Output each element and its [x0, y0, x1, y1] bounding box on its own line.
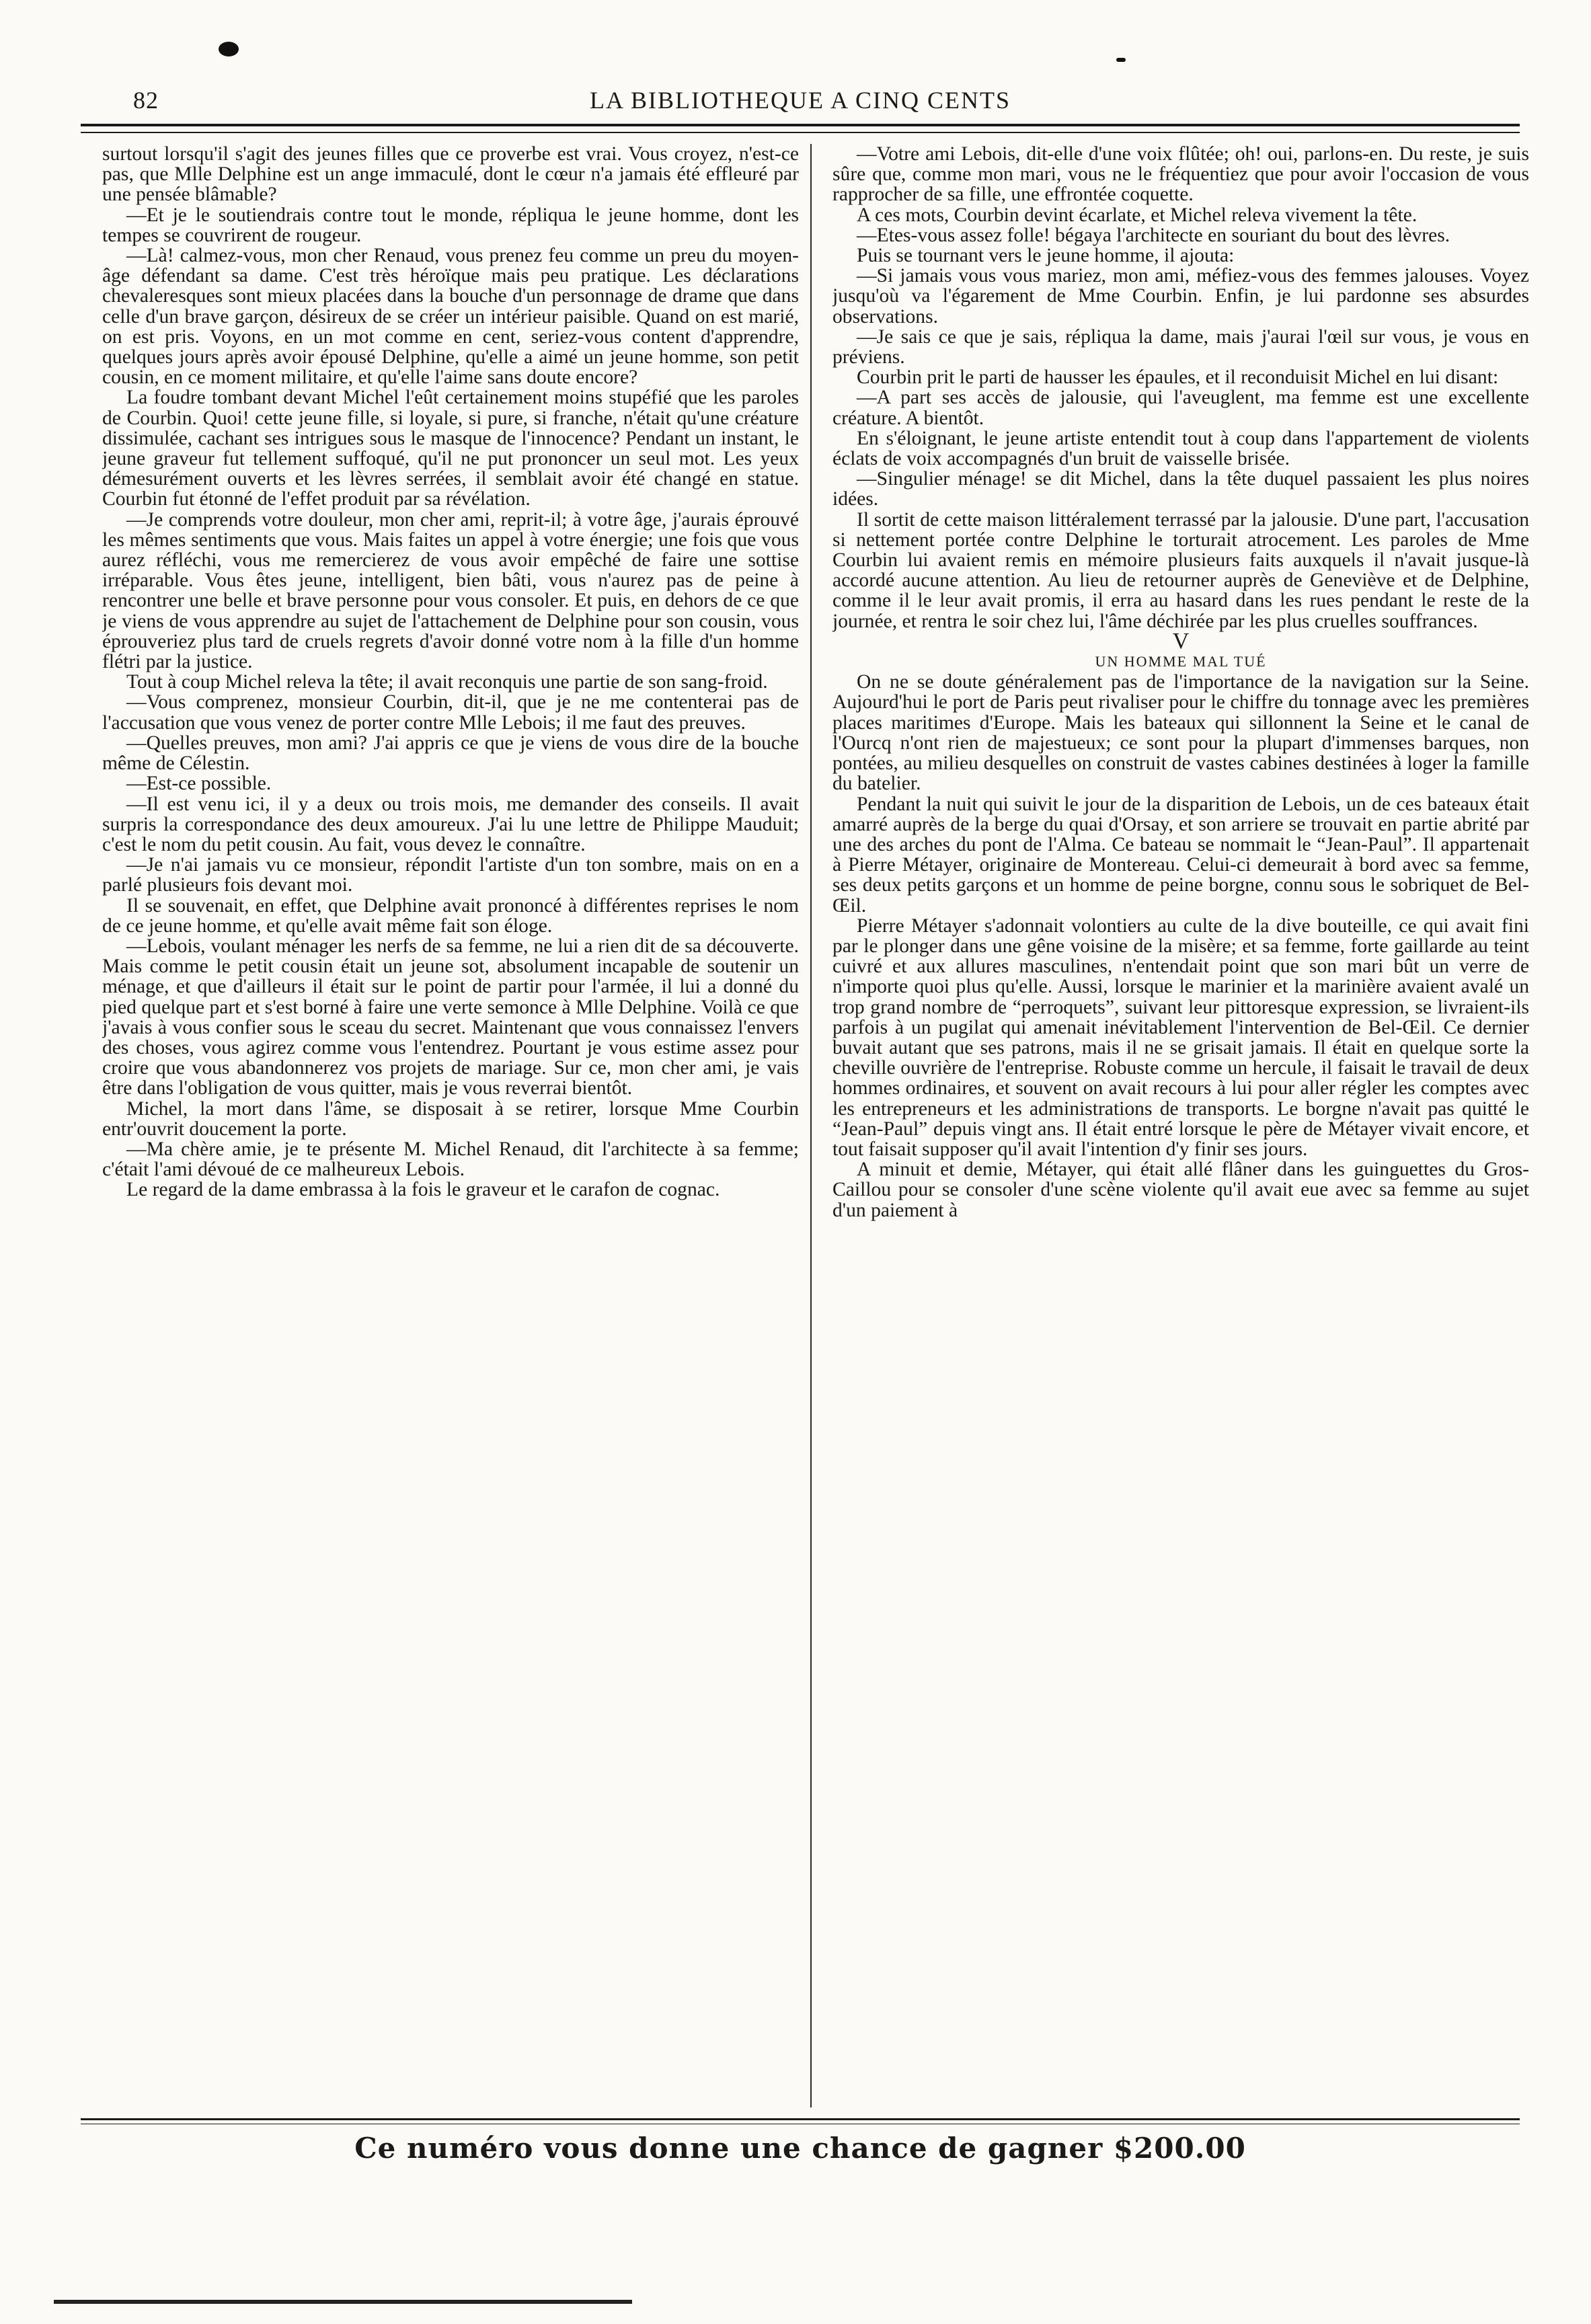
- paragraph: —Il est venu ici, il y a deux ou trois mois, me demander des conseils. Il avait surpris la correspondance des deux amoureux. J'ai lu une lettre de Philippe Mauduit; c'est le nom du petit cousin. Au fait, vous devez le connaître.: [102, 793, 799, 855]
- paragraph: —Et je le soutiendrais contre tout le monde, répliqua le jeune homme, dont les tempes se couvrirent de rougeur.: [102, 204, 799, 246]
- header-rule: [81, 124, 1520, 126]
- paragraph: Le regard de la dame embrassa à la fois le graveur et le carafon de cognac.: [126, 1179, 720, 1201]
- ink-blot: [219, 42, 239, 56]
- paragraph: —Là! calmez-vous, mon cher Renaud, vous prenez feu comme un preu du moyen-âge défendant sa dame. C'est très héroïque mais peu pratique. Les déclarations chevaleresques sont mieux placées dans la bouche d'un personnage de drame que dans celle d'un brave garçon, désireux de se créer un intérieur paisible. Quand on est marié, on est pris. Voyons, en un mot comme en cent, seriez-vous content d'apprendre, quelques jours après avoir épousé Delphine, qu'elle a aimé un jeune homme, son petit cousin, en ce moment militaire, et qu'elle l'aime sans doute encore?: [102, 245, 799, 389]
- ink-speck: [1116, 58, 1126, 62]
- header-rule-thin: [81, 132, 1520, 133]
- column-divider: [810, 144, 812, 2107]
- paragraph: Il se souvenait, en effet, que Delphine avait prononcé à différentes reprises le nom de ce jeune homme, et qu'elle avait même fait son éloge.: [102, 894, 799, 937]
- paragraph: —Ma chère amie, je te présente M. Michel Renaud, dit l'architecte à sa femme; c'était l'ami dévoué de ce malheureux Lebois.: [102, 1138, 799, 1181]
- paragraph: Tout à coup Michel releva la tête; il avait reconquis une partie de son sang-froid.: [126, 671, 768, 693]
- paragraph: —Quelles preuves, mon ami? J'ai appris ce que je viens de vous dire de la bouche même de Célestin.: [102, 732, 799, 775]
- paragraph: Pierre Métayer s'adonnait volontiers au culte de la dive bouteille, ce qui avait fini par le plonger dans une gêne voisine de la misère; et sa femme, forte gaillarde au teint cuivré et aux allures masculines, n'entendait point que son mari bût un verre de n'importe quoi plus qu'elle. Aussi, lorsque le marinier et la marinière avaient avalé un trop grand nombre de “perroquets”, suivant leur pittoresque expression, se livraient-ils parfois à un pugilat qui amenait inévitablement l'intervention de Bel-Œil. Ce dernier buvait autant que ses patrons, mais il ne se grisait jamais. Il était en quelque sorte la cheville ouvrière de l'entreprise. Robuste comme un hercule, il faisait le travail de deux hommes ordinaires, et souvent on avait recours à lui pour aller régler les comptes avec les entrepreneurs et les administrations de transports. Le borgne n'avait pas quitté le “Jean-Paul” depuis vingt ans. Il était entré lorsque le père de Métayer vivait encore, et tout faisait supposer qu'il avait l'intention d'y finir ses jours.: [832, 915, 1529, 1160]
- right-column: [832, 144, 1529, 2107]
- paragraph: —Si jamais vous vous mariez, mon ami, méfiez-vous des femmes jalouses. Voyez jusqu'où va l'égarement de Mme Courbin. Enfin, je lui pardonne ses absurdes observations.: [832, 265, 1529, 327]
- paragraph: Courbin prit le parti de hausser les épaules, et il reconduisit Michel en lui disant:: [857, 366, 1499, 389]
- paragraph: La foudre tombant devant Michel l'eût certainement moins stupéfié que les paroles de Courbin. Quoi! cette jeune fille, si loyale, si pure, si franche, n'était qu'une créature dissimulée, cachant ses intrigues sous le masque de l'innocence? Pendant un instant, le jeune graveur fut tellement suffoqué, qu'il ne put prononcer un seul mot. Les yeux démesurément ouverts et les lèvres serrées, il semblait avoir été changé en statue. Courbin fut étonné de l'effet produit par sa révélation.: [102, 387, 799, 510]
- paragraph: —Est-ce possible.: [126, 773, 272, 795]
- footer-banner: Ce numéro vous donne une chance de gagner $200.00: [354, 2132, 1246, 2165]
- chapter-number: V: [1172, 628, 1190, 654]
- paragraph: —Etes-vous assez folle! bégaya l'architecte en souriant du bout des lèvres.: [857, 224, 1450, 246]
- page-number: 82: [133, 87, 159, 114]
- paragraph: Puis se tournant vers le jeune homme, il ajouta:: [857, 245, 1235, 267]
- paragraph: En s'éloignant, le jeune artiste entendit tout à coup dans l'appartement de violents éclats de voix accompagnés d'un bruit de vaisselle brisée.: [832, 427, 1529, 470]
- paragraph: A ces mots, Courbin devint écarlate, et Michel releva vivement la tête.: [857, 204, 1418, 226]
- paragraph: —Vous comprenez, monsieur Courbin, dit-il, que je ne me contenterai pas de l'accusation que vous venez de porter contre Mlle Lebois; il me faut des preuves.: [102, 691, 799, 734]
- paragraph: Pendant la nuit qui suivit le jour de la disparition de Lebois, un de ces bateaux était amarré auprès de la berge du quai d'Orsay, et son arriere se trouvait en partie abrité par une des arches du pont de l'Alma. Ce bateau se nommait le “Jean-Paul”. Il appartenait à Pierre Métayer, originaire de Montereau. Celui-ci demeurait à bord avec sa femme, ses deux petits garçons et un homme de peine borgne, connu sous le sobriquet de Bel-Œil.: [832, 793, 1529, 917]
- paragraph: A minuit et demie, Métayer, qui était allé flâner dans les guinguettes du Gros-Caillou pour se consoler d'une scène violente qu'il avait eue avec sa femme au sujet d'un paiement à: [832, 1159, 1529, 1221]
- paragraph: Michel, la mort dans l'âme, se disposait à se retirer, lorsque Mme Courbin entr'ouvrit doucement la porte.: [102, 1097, 799, 1140]
- paragraph: —Je sais ce que je sais, répliqua la dame, mais j'aurai l'œil sur vous, je vous en préviens.: [832, 325, 1529, 369]
- paragraph: —Je n'ai jamais vu ce monsieur, répondit l'artiste d'un ton sombre, mais on en a parlé plusieurs fois devant moi.: [102, 854, 799, 896]
- paragraph: —Singulier ménage! se dit Michel, dans la tête duquel passaient les plus noires idées.: [832, 468, 1529, 510]
- running-title: LA BIBLIOTHEQUE A CINQ CENTS: [590, 87, 1011, 114]
- page-header: [81, 86, 1520, 121]
- left-column: [102, 144, 799, 2107]
- paragraph: surtout lorsqu'il s'agit des jeunes filles que ce proverbe est vrai. Vous croyez, n'est-ce pas, que Mlle Delphine est un ange immaculé, dont le cœur n'a jamais été effleuré par une pensée blâmable?: [102, 144, 799, 206]
- paragraph: —Votre ami Lebois, dit-elle d'une voix flûtée; oh! oui, parlons-en. Du reste, je suis sûre que, comme mon mari, vous ne le fréquentiez que pour avoir l'occasion de vous rapprocher de sa fille, une effrontée coquette.: [832, 144, 1529, 206]
- paragraph: —Lebois, voulant ménager les nerfs de sa femme, ne lui a rien dit de sa découverte. Mais comme le petit cousin était un jeune sot, absolument incapable de soutenir un ménage, et que d'ailleurs il était sur le point de partir pour l'armée, il lui a donné du pied quelque part et s'est borné à faire une verte semonce à Mlle Delphine. Voilà ce que j'avais à vous confier sous le sceau du secret. Maintenant que vous connaissez l'envers des choses, vous agirez comme vous l'entendrez. Pourtant je vous estime assez pour croire que vous abandonnerez vos projets de mariage. Sur ce, mon cher ami, je vais être dans l'obligation de vous quitter, mais je vous reverrai bientôt.: [102, 935, 799, 1099]
- paragraph: On ne se doute généralement pas de l'importance de la navigation sur la Seine. Aujourd'hui le port de Paris peut rivaliser pour le chiffre du tonnage avec les premières places maritimes d'Europe. Mais les bateaux qui sillonnent la Seine et le canal de l'Ourcq n'ont rien de majestueux; ce sont pour la plupart d'immenses barques, non pontées, au milieu desquelles on construit de vastes cabines destinées à loger la famille du batelier.: [832, 671, 1529, 795]
- paragraph: —A part ses accès de jalousie, qui l'aveuglent, ma femme est une excellente créature. A bientôt.: [832, 387, 1529, 429]
- chapter-title: UN HOMME MAL TUÉ: [1095, 653, 1267, 670]
- scan-artifact: [54, 2300, 632, 2304]
- paragraph: Il sortit de cette maison littéralement terrassé par la jalousie. D'une part, l'accusation si nettement portée contre Delphine le torturait atrocement. Les paroles de Mme Courbin lui avaient remis en mémoire plusieurs faits auxquels il n'avait jusque-là accordé aucune attention. Au lieu de retourner auprès de Geneviève et de Delphine, comme il le leur avait promis, il erra au hasard dans les rues pendant le reste de la journée, et rentra le soir chez lui, l'âme déchirée par les plus cruelles souffrances.: [832, 508, 1529, 632]
- footer-rule: [81, 2118, 1520, 2120]
- paragraph: —Je comprends votre douleur, mon cher ami, reprit-il; à votre âge, j'aurais éprouvé les mêmes sentiments que vous. Mais faites un appel à votre énergie; une fois que vous aurez réfléchi, vous me remercierez de vous avoir empêché de faire une sottise irréparable. Vous êtes jeune, intelligent, bien bâti, vous n'aurez pas de peine à rencontrer une belle et brave personne pour vous consoler. Et puis, en dehors de ce que je viens de vous apprendre au sujet de l'attachement de Delphine pour son cousin, vous éprouveriez plus tard de cruels regrets d'avoir donné votre nom à la fille d'un homme flétri par la justice.: [102, 508, 799, 673]
